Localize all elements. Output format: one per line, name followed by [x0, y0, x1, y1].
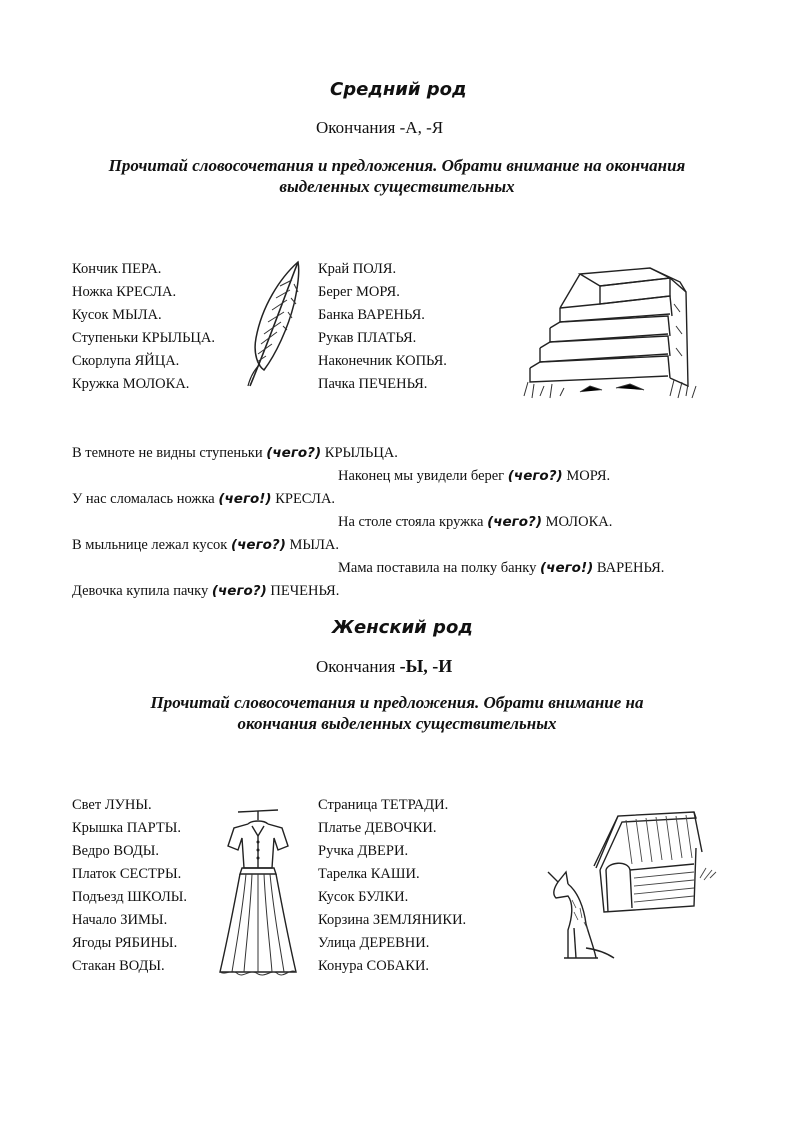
neuter-sentence-3 — [72, 491, 335, 508]
neuter-instruction — [40, 155, 754, 197]
list-item: Рукав ПЛАТЬЯ. — [318, 330, 417, 346]
neuter-phrases-right — [318, 258, 447, 396]
feather-illustration — [240, 258, 306, 390]
sentence-question: (чего!) — [540, 560, 594, 576]
sentence-question: (чего?) — [507, 468, 563, 484]
list-item: Страница ТЕТРАДИ. — [318, 797, 449, 813]
neuter-sentence-4 — [338, 514, 612, 531]
sentence-text: В темноте не видны ступеньки — [72, 445, 263, 461]
neuter-sentence-1 — [72, 445, 398, 462]
neuter-endings-label: Окончания — [316, 118, 396, 137]
list-item: Кусок МЫЛА. — [72, 307, 162, 323]
sentence-question: (чего!) — [218, 491, 272, 507]
list-item: Наконечник КОПЬЯ. — [318, 353, 447, 369]
stairs-illustration — [520, 256, 700, 412]
neuter-instruction-line1: Прочитай словосочетания и предложения. Обрати внимание на окончания — [108, 156, 686, 175]
list-item: Пачка ПЕЧЕНЬЯ. — [318, 376, 428, 392]
feminine-instruction-line1: Прочитай словосочетания и предложения. Обрати внимание на — [150, 693, 644, 712]
feminine-phrases-right — [318, 794, 466, 978]
neuter-sentence-6 — [338, 560, 664, 577]
sentence-question: (чего?) — [266, 445, 322, 461]
neuter-sentence-2 — [338, 468, 610, 485]
list-item: Конура СОБАКИ. — [318, 958, 430, 974]
sentence-text: На столе стояла кружка — [338, 514, 484, 530]
neuter-sentence-7 — [72, 583, 339, 600]
feminine-endings — [316, 656, 452, 677]
sentence-text: В мыльнице лежал кусок — [72, 537, 228, 553]
list-item: Улица ДЕРЕВНИ. — [318, 935, 430, 951]
list-item: Кружка МОЛОКА. — [72, 376, 190, 392]
list-item: Кусок БУЛКИ. — [318, 889, 409, 905]
dress-illustration — [212, 806, 304, 982]
sentence-noun: КРЕСЛА. — [275, 491, 336, 507]
sentence-question: (чего?) — [487, 514, 542, 530]
list-item: Начало ЗИМЫ. — [72, 912, 168, 928]
sentence-text: У нас сломалась ножка — [72, 491, 215, 507]
list-item: Корзина ЗЕМЛЯНИКИ. — [318, 912, 467, 928]
list-item: Подъезд ШКОЛЫ. — [72, 889, 188, 905]
feminine-endings-values: -Ы, -И — [399, 656, 453, 676]
list-item: Ведро ВОДЫ. — [72, 843, 159, 859]
list-item: Стакан ВОДЫ. — [72, 958, 165, 974]
list-item: Край ПОЛЯ. — [318, 261, 397, 277]
sentence-text: Мама поставила на полку банку — [338, 560, 537, 576]
neuter-sentence-5 — [72, 537, 339, 554]
list-item: Крышка ПАРТЫ. — [72, 820, 182, 836]
sentence-noun: МОРЯ. — [566, 468, 611, 484]
sentence-noun: КРЫЛЬЦА. — [324, 445, 398, 461]
sentence-noun: МОЛОКА. — [545, 514, 613, 530]
list-item: Ступеньки КРЫЛЬЦА. — [72, 330, 215, 346]
list-item: Ягоды РЯБИНЫ. — [72, 935, 178, 951]
sentence-question: (чего?) — [211, 583, 267, 599]
feminine-instruction-line2: окончания выделенных существительных — [237, 714, 557, 733]
list-item: Ручка ДВЕРИ. — [318, 843, 409, 859]
list-item: Тарелка КАШИ. — [318, 866, 420, 882]
feminine-phrases-left — [72, 794, 187, 978]
sentence-text: Наконец мы увидели берег — [338, 468, 505, 484]
neuter-endings-values: -А, -Я — [399, 118, 444, 137]
feminine-endings-label: Окончания — [316, 657, 396, 676]
list-item: Платье ДЕВОЧКИ. — [318, 820, 437, 836]
list-item: Берег МОРЯ. — [318, 284, 400, 300]
sentence-noun: ВАРЕНЬЯ. — [596, 560, 665, 576]
feminine-title: Женский род — [332, 617, 473, 638]
neuter-instruction-line2: выделенных существительных — [279, 177, 515, 196]
sentence-text: Девочка купила пачку — [72, 583, 209, 599]
sentence-question: (чего?) — [230, 537, 286, 553]
list-item: Платок СЕСТРЫ. — [72, 866, 182, 882]
neuter-endings — [316, 118, 443, 138]
list-item: Банка ВАРЕНЬЯ. — [318, 307, 425, 323]
feminine-instruction — [40, 692, 754, 734]
sentence-noun: ПЕЧЕНЬЯ. — [270, 583, 340, 599]
list-item: Скорлупа ЯЙЦА. — [72, 353, 180, 369]
neuter-phrases-left — [72, 258, 215, 396]
doghouse-dog-illustration — [544, 808, 726, 972]
list-item: Кончик ПЕРА. — [72, 261, 162, 277]
list-item: Свет ЛУНЫ. — [72, 797, 152, 813]
neuter-title: Средний род — [330, 79, 467, 100]
sentence-noun: МЫЛА. — [289, 537, 339, 553]
list-item: Ножка КРЕСЛА. — [72, 284, 177, 300]
